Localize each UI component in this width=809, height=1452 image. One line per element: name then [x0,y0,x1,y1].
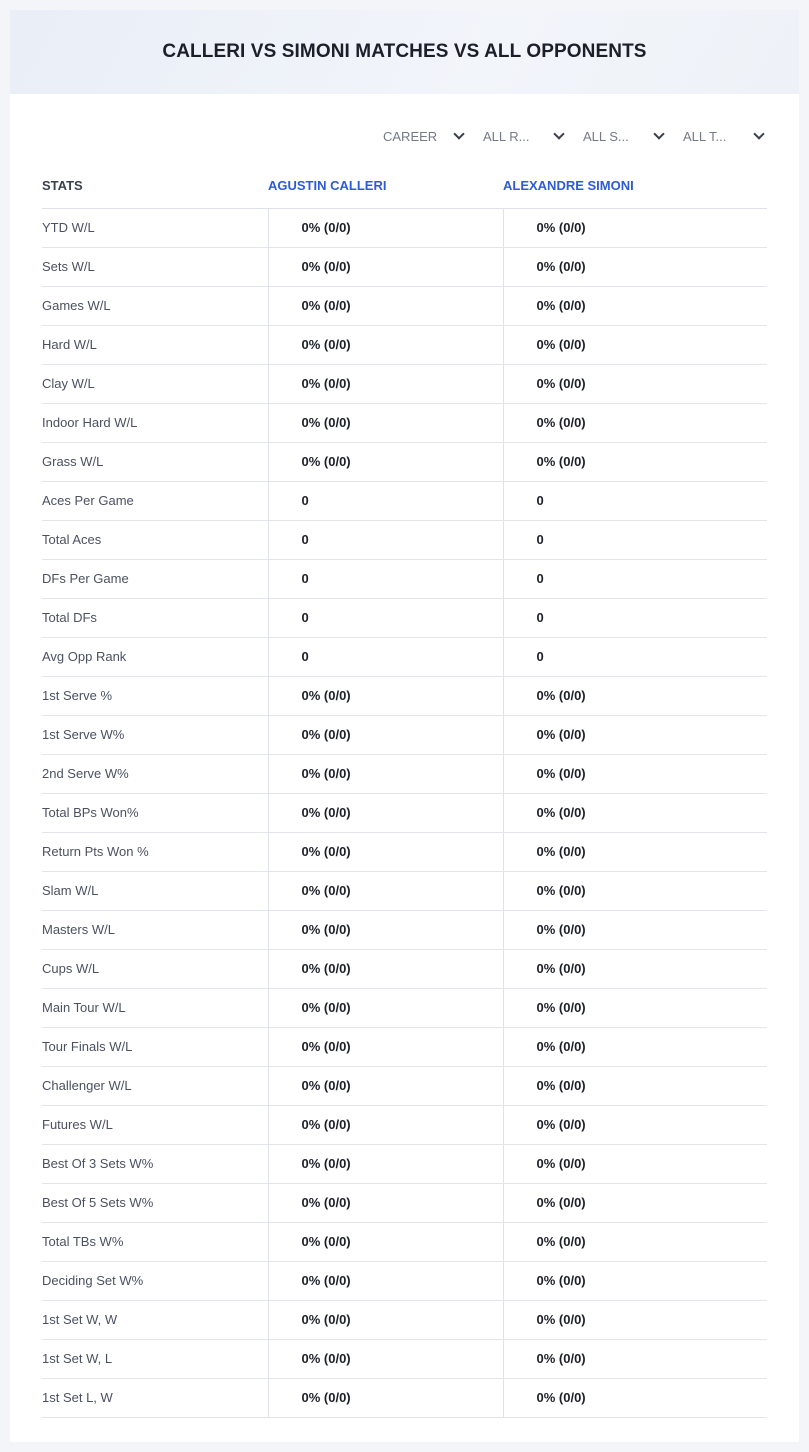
player-1-value: 0 [268,520,503,559]
stat-label: Best Of 5 Sets W% [42,1183,268,1222]
stats-table [42,164,767,1418]
table-row [42,1222,767,1261]
table-row [42,559,767,598]
stat-label: Sets W/L [42,247,268,286]
table-row [42,442,767,481]
player-2-value: 0% (0/0) [503,949,767,988]
table-row [42,832,767,871]
player-2-value: 0% (0/0) [503,676,767,715]
player-1-value: 0% (0/0) [268,1027,503,1066]
table-header-row [42,164,767,208]
filter-label: ALL S... [583,128,629,144]
table-row [42,325,767,364]
player-2-value: 0% (0/0) [503,1378,767,1417]
player-2-value: 0 [503,520,767,559]
player-2-value: 0% (0/0) [503,403,767,442]
table-row [42,1105,767,1144]
stat-label: Return Pts Won % [42,832,268,871]
stat-label: DFs Per Game [42,559,268,598]
player-2-value: 0 [503,637,767,676]
stat-label: Grass W/L [42,442,268,481]
player-2-value: 0% (0/0) [503,1105,767,1144]
player-1-value: 0% (0/0) [268,1066,503,1105]
player-1-value: 0% (0/0) [268,208,503,247]
filter-bar [379,125,767,147]
filter-label: CAREER [383,128,438,144]
table-row [42,1027,767,1066]
table-row [42,598,767,637]
stats-table-body [42,208,767,1417]
table-row [42,949,767,988]
table-row [42,520,767,559]
player-2-value: 0% (0/0) [503,1339,767,1378]
table-row [42,910,767,949]
card-header [10,10,799,94]
column-header-player-1[interactable]: AGUSTIN CALLERI [268,164,503,208]
filter-tournament-select[interactable] [679,125,767,147]
stat-label: 1st Serve W% [42,715,268,754]
table-row [42,364,767,403]
player-2-value: 0% (0/0) [503,1027,767,1066]
stat-label: Hard W/L [42,325,268,364]
table-row [42,1300,767,1339]
table-row [42,1066,767,1105]
player-1-value: 0% (0/0) [268,1261,503,1300]
stat-label: Indoor Hard W/L [42,403,268,442]
player-2-value: 0% (0/0) [503,325,767,364]
stat-label: YTD W/L [42,208,268,247]
column-header-player-2[interactable]: ALEXANDRE SIMONI [503,164,767,208]
stat-label: Deciding Set W% [42,1261,268,1300]
player-2-value: 0% (0/0) [503,988,767,1027]
page-title: CALLERI VS SIMONI MATCHES VS ALL OPPONENTS [162,41,647,62]
player-1-value: 0% (0/0) [268,286,503,325]
chevron-down-icon [553,128,564,139]
filter-label: ALL R... [483,128,530,144]
player-1-value: 0% (0/0) [268,325,503,364]
stat-label: Total Aces [42,520,268,559]
player-2-value: 0% (0/0) [503,208,767,247]
player-2-value: 0% (0/0) [503,1066,767,1105]
player-2-value: 0% (0/0) [503,247,767,286]
player-1-value: 0 [268,598,503,637]
table-row [42,676,767,715]
player-1-value: 0% (0/0) [268,832,503,871]
player-2-value: 0% (0/0) [503,754,767,793]
player-2-value: 0% (0/0) [503,715,767,754]
table-row [42,247,767,286]
table-row [42,754,767,793]
player-1-value: 0% (0/0) [268,949,503,988]
table-row [42,1261,767,1300]
player-2-value: 0% (0/0) [503,1300,767,1339]
stat-label: Clay W/L [42,364,268,403]
player-2-value: 0% (0/0) [503,871,767,910]
table-row [42,1339,767,1378]
player-1-value: 0% (0/0) [268,247,503,286]
stat-label: Avg Opp Rank [42,637,268,676]
player-1-value: 0% (0/0) [268,1105,503,1144]
player-1-value: 0% (0/0) [268,1378,503,1417]
stat-label: Games W/L [42,286,268,325]
filter-round-select[interactable] [479,125,567,147]
player-1-value: 0% (0/0) [268,988,503,1027]
table-row [42,871,767,910]
table-row [42,403,767,442]
table-row [42,481,767,520]
player-1-value: 0% (0/0) [268,364,503,403]
table-row [42,208,767,247]
player-2-value: 0 [503,598,767,637]
player-1-value: 0% (0/0) [268,1222,503,1261]
chevron-down-icon [653,128,664,139]
table-row [42,1378,767,1417]
column-header-stats: STATS [42,164,268,208]
table-row [42,1144,767,1183]
table-row [42,637,767,676]
player-1-value: 0% (0/0) [268,1183,503,1222]
player-1-value: 0% (0/0) [268,910,503,949]
chevron-down-icon [453,128,464,139]
stat-label: Total BPs Won% [42,793,268,832]
stat-label: Cups W/L [42,949,268,988]
filter-surface-select[interactable] [579,125,667,147]
player-2-value: 0% (0/0) [503,793,767,832]
stat-label: Main Tour W/L [42,988,268,1027]
stat-label: Masters W/L [42,910,268,949]
player-1-value: 0% (0/0) [268,793,503,832]
player-1-value: 0% (0/0) [268,871,503,910]
player-2-value: 0 [503,559,767,598]
filter-label: ALL T... [683,128,727,144]
table-row [42,715,767,754]
player-2-value: 0% (0/0) [503,364,767,403]
player-1-value: 0% (0/0) [268,676,503,715]
player-1-value: 0 [268,481,503,520]
player-1-value: 0% (0/0) [268,1300,503,1339]
stat-label: Aces Per Game [42,481,268,520]
player-1-value: 0 [268,637,503,676]
player-2-value: 0% (0/0) [503,442,767,481]
player-1-value: 0% (0/0) [268,1339,503,1378]
table-row [42,988,767,1027]
stat-label: 1st Set L, W [42,1378,268,1417]
player-1-value: 0% (0/0) [268,1144,503,1183]
filter-career-select[interactable] [379,125,467,147]
player-1-value: 0% (0/0) [268,442,503,481]
stat-label: 1st Serve % [42,676,268,715]
player-2-value: 0% (0/0) [503,1183,767,1222]
player-2-value: 0 [503,481,767,520]
player-1-value: 0% (0/0) [268,715,503,754]
stat-label: 2nd Serve W% [42,754,268,793]
stat-label: Total DFs [42,598,268,637]
player-2-value: 0% (0/0) [503,286,767,325]
table-row [42,286,767,325]
stat-label: Slam W/L [42,871,268,910]
player-1-value: 0% (0/0) [268,754,503,793]
player-1-value: 0% (0/0) [268,403,503,442]
player-2-value: 0% (0/0) [503,1261,767,1300]
stat-label: 1st Set W, W [42,1300,268,1339]
chevron-down-icon [753,128,764,139]
stat-label: Total TBs W% [42,1222,268,1261]
player-2-value: 0% (0/0) [503,910,767,949]
stat-label: 1st Set W, L [42,1339,268,1378]
player-2-value: 0% (0/0) [503,1144,767,1183]
stat-label: Tour Finals W/L [42,1027,268,1066]
stats-card [10,10,799,1442]
stat-label: Futures W/L [42,1105,268,1144]
player-2-value: 0% (0/0) [503,1222,767,1261]
table-row [42,1183,767,1222]
player-1-value: 0 [268,559,503,598]
table-row [42,793,767,832]
stat-label: Best Of 3 Sets W% [42,1144,268,1183]
stat-label: Challenger W/L [42,1066,268,1105]
player-2-value: 0% (0/0) [503,832,767,871]
